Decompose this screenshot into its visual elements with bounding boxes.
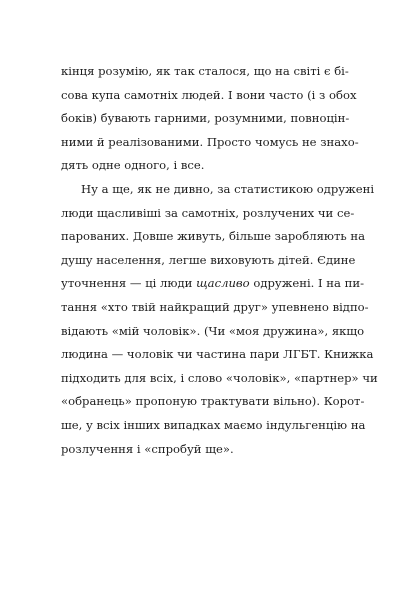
- text-line: розлучення і «спробуй ще».: [61, 441, 234, 456]
- text-line: «обранець» пропоную трактувати вільно). Корот-: [61, 394, 365, 409]
- text-line: ше, у всіх інших випадках маємо індульгенцію на: [61, 417, 366, 432]
- text-line: людина — чоловік чи частина пари ЛГБТ. Книжка: [61, 347, 374, 362]
- text-line: люди щасливіші за самотніх, розлучених чи се-: [61, 205, 355, 220]
- text-line-with-emphasis: [61, 272, 364, 296]
- emphasis-word: щасливо: [196, 276, 250, 291]
- text-line: тання «хто твій найкращий друг» упевнено відпо-: [61, 299, 369, 314]
- text-line: душу населення, легше виховують дітей. Єдине: [61, 252, 356, 267]
- text-line: боків) бувають гарними, розумними, повноцін-: [61, 111, 350, 126]
- text-line: підходить для всіх, і слово «чоловік», «партнер» чи: [61, 370, 378, 385]
- text-line: ними й реалізованими. Просто чомусь не знахо-: [61, 134, 359, 149]
- text-line: дять одне одного, і все.: [61, 158, 205, 173]
- text-line: сова купа самотніх людей. І вони часто (і з обох: [61, 87, 357, 102]
- body-text: [61, 60, 378, 461]
- text-segment: одружені. І на пи-: [249, 276, 364, 291]
- text-segment: уточнення — ці люди: [61, 276, 197, 291]
- text-line: Ну а ще, як не дивно, за статистикою одружені: [81, 181, 375, 196]
- text-line: кінця розумію, як так сталося, що на світі є бі-: [61, 64, 349, 78]
- text-line: відають «мій чоловік». (Чи «моя дружина», якщо: [61, 323, 365, 338]
- text-line: парованих. Довше живуть, більше заробляють на: [61, 229, 366, 244]
